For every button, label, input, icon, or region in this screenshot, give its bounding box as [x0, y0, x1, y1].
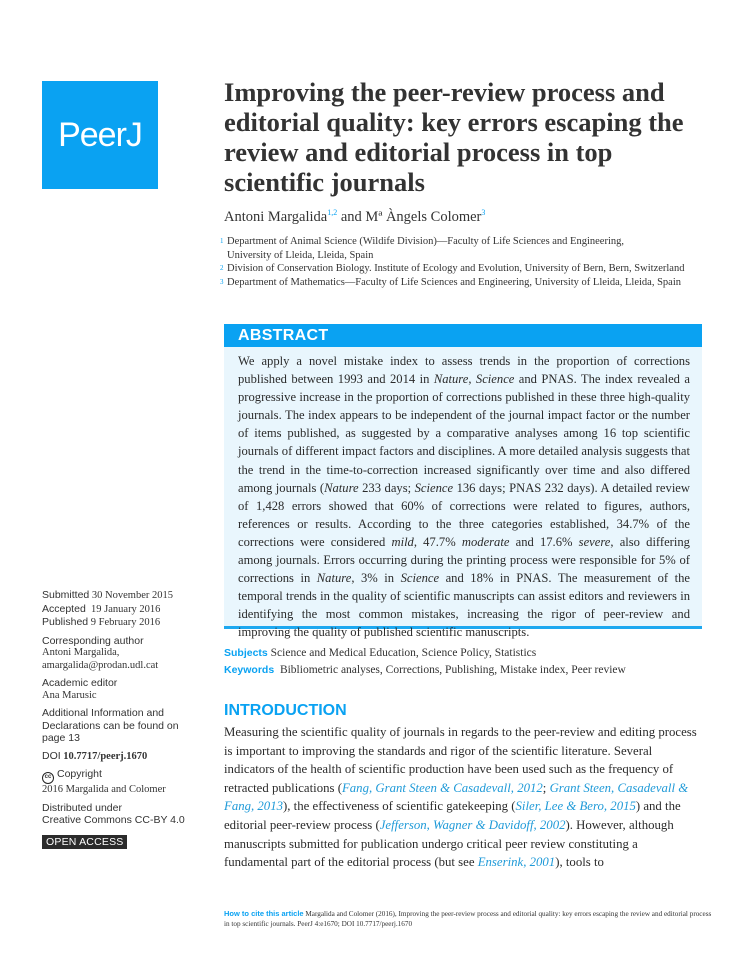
citation-link[interactable]: Enserink, 2001 [477, 855, 556, 870]
affiliation-item [220, 276, 684, 290]
author-affil-ref[interactable]: 3 [481, 208, 486, 217]
subjects-keywords [224, 645, 626, 679]
author-affil-ref[interactable]: 1,2 [327, 208, 338, 217]
corresponding-name: Antoni Margalida, [42, 647, 120, 658]
doi-link[interactable]: 10.7717/peerj.1670 [63, 750, 148, 762]
distributed-label: Distributed under [42, 801, 122, 814]
license-link[interactable]: Creative Commons CC-BY 4.0 [42, 814, 185, 826]
affiliation-text: University of Lleida, Lleida, Spain [227, 249, 374, 261]
open-access-badge: OPEN ACCESS [42, 835, 127, 849]
accepted-date: 19 January 2016 [91, 603, 161, 615]
logo-text: PeerJ [58, 115, 142, 154]
subjects-value: Science and Medical Education, Science Policy, Statistics [270, 647, 537, 659]
doi-block [42, 750, 217, 764]
affiliation-number: 1 [220, 237, 224, 245]
corresponding-email[interactable]: amargalida@prodan.udl.cat [42, 659, 159, 671]
affiliation-text: Department of Mathematics—Faculty of Life Sciences and Engineering, University of Lleida, Lleida, Spain [227, 276, 681, 288]
keywords-line [224, 662, 626, 679]
submitted-date: 30 November 2015 [91, 590, 173, 601]
citation-link[interactable]: Siler, Lee & Bero, 2015 [515, 799, 636, 814]
introduction-text: Measuring the scientific quality of journals in regards to the peer-review and editing process is important to improving the standards and rigor of the scientific literature. Several indicators of the health of scientific production have been used such as the frequency of retracted publications (Fang, Grant Steen & Casadevall, 2012; Grant Steen, Casadevall & Fang, 2013), the effectiveness of scientific gatekeeping (Siler, Lee & Bero, 2015) and the editorial peer-review process (Jefferson, Wagner & Davidoff, 2002). However, although manuscripts submitted for publication undergo critical peer review constituting a fundamental part of the editorial process (but see Enserink, 2001), tools to [224, 725, 697, 870]
abstract-heading: ABSTRACT [224, 324, 702, 347]
affiliation-number: 2 [220, 264, 224, 272]
editor-label: Academic editor [42, 677, 118, 689]
affiliations [220, 235, 684, 289]
affiliation-text: Department of Animal Science (Wildife Division)—Faculty of Life Sciences and Engineering, [227, 236, 625, 247]
keywords-value: Bibliometric analyses, Corrections, Publishing, Mistake index, Peer review [279, 664, 626, 676]
author-name[interactable]: Mª Àngels Colomer [365, 208, 482, 225]
citation-link[interactable]: Grant Steen, Casadevall & Fang, 2013 [224, 780, 689, 814]
copyright-holder: 2016 Margalida and Colomer [42, 784, 166, 795]
subjects-label: Subjects [224, 647, 268, 659]
additional-info[interactable]: Additional Information and Declarations can be found on page 13 [42, 707, 179, 744]
keywords-label: Keywords [224, 664, 275, 676]
abstract-text: We apply a novel mistake index to assess trends in the proportion of corrections published between 1993 and 2014 in Nature, Science and PNAS. The index revealed a progressive increase in the proportion of corrections published in these three high-quality journals. The index appears to be independent of the journal impact factor or the number of items published, as suggested by a comparative analyses among 16 top scientific journals of different impact factors and disciplines. A more detailed analysis suggests that the trend in the time-to-correction increased significantly over time and also differed among journals (Nature 233 days; Science 136 days; PNAS 232 days). A detailed review of 1,428 errors showed that 60% of corrections were related to figures, authors, references or results. According to the three categories established, 34.7% of the corrections were considered mild, 47.7% moderate and 17.6% severe, also differing among journals. Errors occurring during the printing process were responsible for 5% of corrections in Nature, 3% in Science and 18% in PNAS. The measurement of the temporal trends in the quality of scientific manuscripts can assist editors and reviewers in identifying the most common mistakes, increasing the rigor of peer-review and improving the quality of published scientific manuscripts. [238, 354, 690, 640]
affiliation-text: Division of Conservation Biology. Institute of Ecology and Evolution, University of Bern, Bern, Switzerland [227, 263, 685, 274]
accepted-label: Accepted [42, 602, 86, 615]
dates-block [42, 589, 217, 630]
affiliation-item [220, 235, 684, 262]
abstract-box [224, 324, 702, 640]
peerj-logo [42, 81, 158, 189]
author-connector: and [340, 208, 362, 225]
license-block [42, 802, 217, 827]
cite-label: How to cite this article [224, 909, 304, 918]
copyright-block [42, 768, 217, 797]
article-title: Improving the peer-review process and editorial quality: key errors escaping the review and editorial process in top scientific journals [224, 77, 684, 197]
editor-block [42, 677, 217, 702]
affiliation-number: 3 [220, 277, 224, 286]
corresponding-block [42, 635, 217, 673]
affiliation-item [220, 262, 684, 276]
author-line [224, 208, 485, 226]
citation-link[interactable]: Fang, Grant Steen & Casadevall, 2012 [341, 780, 543, 795]
corresponding-label: Corresponding author [42, 634, 144, 647]
submitted-label: Submitted [42, 589, 90, 601]
published-date: 9 February 2016 [90, 617, 161, 628]
cite-text: Margalida and Colomer (2016), Improving the peer-review process and editorial quality: key errors escaping the review and editorial process in top scientific journals. PeerJ 4:e1670; DOI 10.7717/peerj.1670 [224, 910, 712, 928]
copyright-label: Copyright [57, 768, 102, 780]
author-name[interactable]: Antoni Margalida [224, 208, 328, 225]
subjects-line [224, 645, 626, 662]
article-sidebar [42, 589, 217, 849]
doi-label: DOI [42, 749, 61, 762]
introduction-heading: INTRODUCTION [224, 702, 347, 719]
citation-link[interactable]: Jefferson, Wagner & Davidoff, 2002 [379, 817, 566, 832]
creative-commons-icon: cc [42, 772, 54, 784]
published-label: Published [42, 616, 89, 628]
how-to-cite [224, 909, 714, 929]
editor-name: Ana Marusic [42, 689, 97, 701]
